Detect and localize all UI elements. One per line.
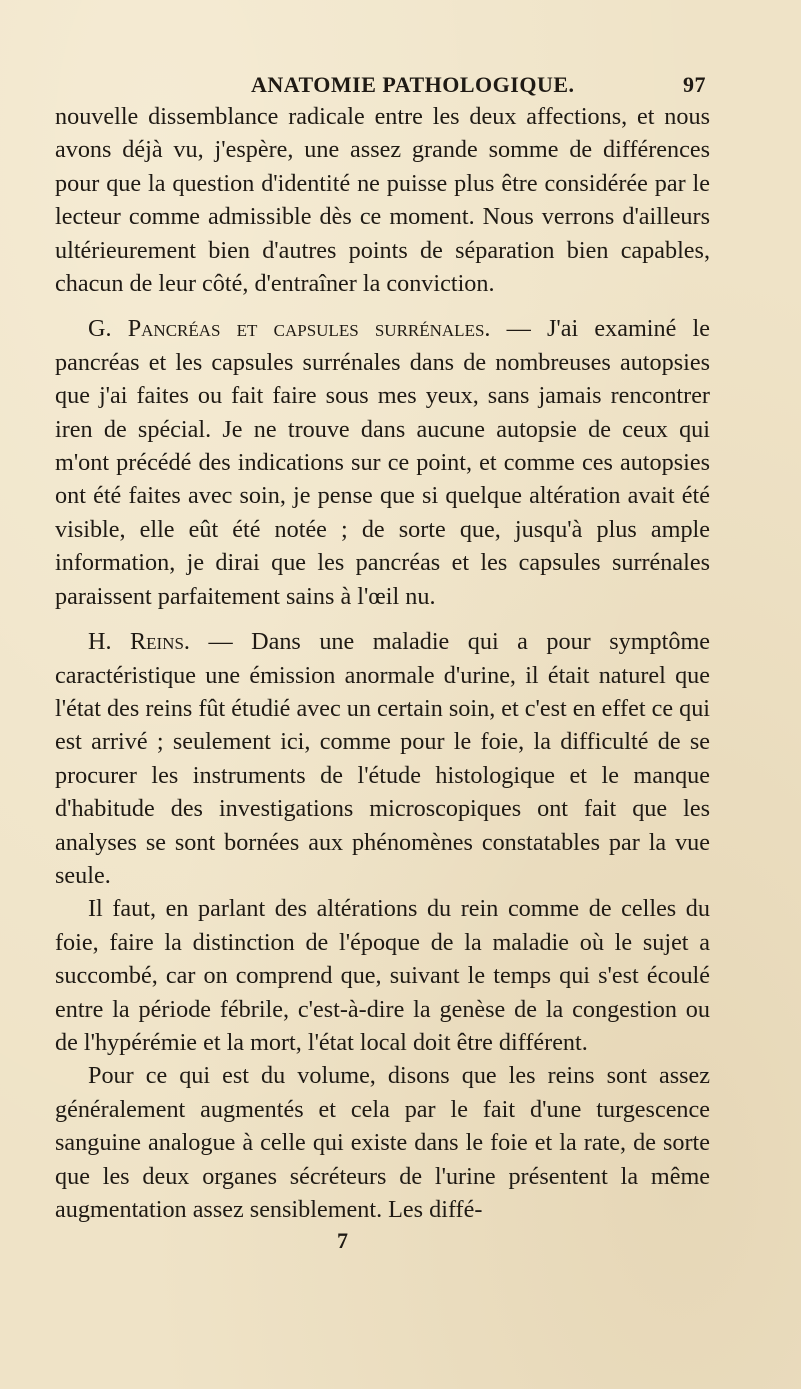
- paragraph-continuation: nouvelle dissemblance radicale entre les deux affections, et nous avons déjà vu, j'espère, une assez grande somme de différences pour que la question d'identité ne puisse plus être considérée par le lecteur comme admissible dès ce moment. Nous verrons d'ailleurs ultérieurement bien d'autres points de séparation bien capables, chacun de leur côté, d'entraîner la conviction.: [55, 103, 710, 298]
- running-head: [55, 62, 710, 100]
- section-heading-pancreas: G. Pancréas et capsules surrénales.: [88, 315, 491, 343]
- book-page: [55, 62, 710, 1254]
- signature-mark: 7: [337, 1228, 348, 1254]
- section-heading-reins: H. Reins.: [88, 628, 190, 656]
- paragraph-pancreas-body: — J'ai examiné le pancréas et les capsules surrénales dans de nombreuses autopsies que j'ai faites ou fait faire sous mes yeux, sans jamais rencontrer iren de spécial. Je ne trouve dans aucune autopsie de ceux qui m'ont précédé des indications sur ce point, et comme ces autopsies ont été faites avec soin, je pense que si quelque altération avait été visible, elle eût été notée ; de sorte que, jusqu'à plus ample information, je dirai que les pancréas et les capsules surrénales paraissent parfaitement sains à l'œil nu.: [55, 315, 710, 610]
- page-number: 97: [683, 72, 706, 97]
- paragraph-volume: Pour ce qui est du volume, disons que les reins sont assez généralement augmentés et cela par le fait d'une turgescence sanguine analogue à celle qui existe dans le foie et la rate, de sorte que les deux organes sécréteurs de l'urine présentent la même augmentation assez sensiblement. Les diffé-: [55, 1062, 710, 1223]
- running-head-title: ANATOMIE PATHOLOGIQUE.: [251, 72, 575, 97]
- paragraph-distinction: Il faut, en parlant des altérations du rein comme de celles du foie, faire la distinction de l'époque de la maladie où le sujet a succombé, car on comprend que, suivant le temps qui s'est écoulé entre la période fébrile, c'est-à-dire la genèse de la congestion ou de l'hypérémie et la mort, l'état local doit être différent.: [55, 895, 710, 1056]
- paragraph-reins: [55, 625, 710, 892]
- body-text: [55, 100, 710, 1226]
- paragraph-reins-body: — Dans une maladie qui a pour symptôme caractéristique une émission anormale d'urine, il était naturel que l'état des reins fût étudié avec un certain soin, et c'est en effet ce qui est arrivé ; seulement ici, comme pour le foie, la difficulté de se procurer les instruments de l'étude histologique et le manque d'habitude des investigations microscopiques ont fait que les analyses se sont bornées aux phénomènes constatables par la vue seule.: [55, 628, 711, 889]
- paragraph-pancreas: [55, 312, 710, 613]
